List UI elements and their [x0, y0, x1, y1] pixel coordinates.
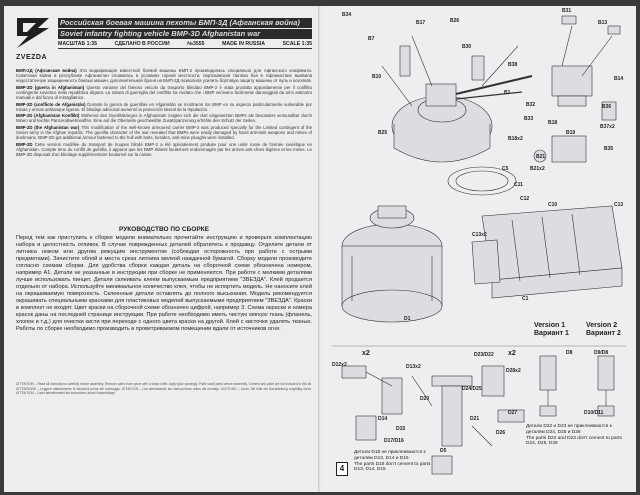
- part-label: B10: [372, 74, 382, 80]
- part-label: C12: [520, 196, 530, 202]
- multiplier-x2: x2: [508, 350, 516, 357]
- part-label: D20: [420, 396, 430, 402]
- instruction-booklet: [4, 6, 636, 492]
- part-label: D12x2: [332, 362, 347, 368]
- part-label: B18x2: [508, 136, 523, 142]
- note-right-ru: Детали D22 и D23 не приклеиваются к деталям D24, D25 и D28: [526, 424, 612, 435]
- history-paragraph: [16, 113, 312, 123]
- history-paragraph: [16, 142, 312, 158]
- turret-detail-parts: [534, 16, 620, 162]
- part-label: D8: [566, 350, 573, 356]
- part-label: D15: [396, 426, 406, 432]
- part-label: C5: [502, 166, 509, 172]
- mounting-parts-left: [342, 366, 432, 440]
- paragraph-body: Cette version modifiée du transport de troupes blindé BMP-2 a été spécialement produite pour une unité russe de l'armée soviétique en Afghanistan. Compte tenu du conflit de guérilla, il apparut que les BMP étaient facilement endommagés par les armes anti-chars légères et les mines. Le BMP-2D disposait d'un blindage supplémentaire boulonné sur la caisse.: [16, 141, 312, 157]
- history-paragraph: [16, 85, 312, 101]
- title-english: Soviet infantry fighting vehicle BMP-3D Afghanistan war: [58, 29, 312, 39]
- paragraph-lead: BMP-2D (conflicto de Afganistán): [16, 101, 86, 107]
- made-ru: СДЕЛАНО В РОССИИ: [114, 41, 170, 47]
- part-label: B38: [508, 62, 518, 68]
- paragraph-lead: БМП-2Д (Афганская война): [16, 68, 77, 73]
- history-paragraph: [16, 125, 312, 141]
- note-left-en: The parts D18 don't cement to parts D13, D14, D15: [354, 461, 431, 473]
- paragraph-body: Durante la guerra de guerrillas en Afganistán se mostraron los BMP en su aspecto particularmente vulnerable por minas y armas antitanque ligeras. El blindaje adicional aumentó la protección lateral de la tripulación.: [16, 101, 312, 112]
- paragraph-body: Эта модификация известной боевой машины БМП-2 производилась специально для Афганского конфликта. Советская война в республике Афганистан сложилась в условиях горной местности, партизанская тактика боя в Афганистане выявила недостаточную защищенность боевых машин, дополнительная броня на БМП-2Д позволила усилить бортовую защиту машины от пуль и осколков.: [16, 68, 312, 84]
- part-label: B31: [562, 8, 572, 14]
- part-label: D9/D8: [594, 350, 609, 356]
- part-label: C11: [514, 182, 523, 188]
- scale-en: SCALE 1:35: [282, 41, 312, 47]
- part-label: D21: [470, 416, 480, 422]
- part-label: B21: [536, 154, 546, 160]
- turret-drawing: [382, 36, 532, 162]
- part-label: B17: [416, 20, 426, 26]
- part-label: D10/D11: [584, 410, 604, 416]
- meta-line: [58, 41, 312, 49]
- part-label: B14: [614, 76, 624, 82]
- part-label: D27: [508, 410, 518, 416]
- version-2-en: Version 2: [586, 322, 618, 329]
- part-label: D26: [496, 430, 506, 436]
- title-russian: Российская боевая машина пехоты БМП-3Д (Афганская война): [58, 18, 312, 28]
- paragraph-lead: BMP-2D (Afghanistan Konflikt): [16, 113, 80, 119]
- paragraph-body: Questo variante del famoso veicolo da trasporto blindato BMP-2 è stata prodotta appositamente per il conflitto contingente sovietico nella repubblica afgana. La natura di guerriglia del conflitto ha rivelato che i BMP venivano facilmente danneggiati da armi anticarro manuali e dal fuoco di mitragliatrice.: [16, 84, 312, 101]
- scale-ru: МАСШТАБ 1:35: [58, 41, 98, 47]
- part-label: C1: [522, 296, 529, 302]
- brand-name: ZVEZDA: [16, 54, 47, 61]
- version-2-label: [586, 322, 621, 338]
- part-label: B35: [604, 146, 614, 152]
- version-1-ru: Вариант 1: [534, 330, 569, 337]
- paragraph-body: Während des Guerillakrieges in Afghanistan zeigten sich die dort eingesetzten BMPs als besonders verwundbar durch Minen und leichte Panzerabwehrwaffen. Eine auf die Oberseite geschweißte Zusatzpanzerung erhöhte den Schutz der Seiten.: [16, 113, 312, 124]
- note-left-ru: Детали D18 не приклеиваются к деталям D13, D14 и D15: [354, 450, 426, 461]
- part-label: D24/D25: [462, 386, 482, 392]
- note-right: [526, 424, 630, 447]
- part-label: B30: [462, 44, 472, 50]
- version-2-ru: Вариант 2: [586, 330, 621, 337]
- ammo-rack-drawing: [472, 206, 622, 298]
- part-label: B1: [504, 90, 511, 96]
- assembly-instructions-ru: Перед тем как приступить к сборке модели внимательно прочитайте инструкцию и проверьте комплектацию набора и целостность отливок. В случае поврежденных деталей обратитесь к продавцу. Отделите детали от литника ножом или другим режущим инструментом (соблюдая осторожность при работе с острыми предметами). Зачистите облой и места среза литника мелкой наждачной бумагой. Сборку модели производите согласно схемам сборки. Для удобства сборки каждая деталь на сборочной схеме обозначена номером, например A1. Детали не указанные в инструкции при сборке не применяются. При работе с мелкими деталями лучше использовать пинцет. Детали склеивать клеем выпускаемым предприятием "ЗВЕЗДА". Клей продается отдельно от набора. Используйте минимальное количество клея, чтобы не испортить модель. Не наносите клей на окрашиваемую поверхность. Склеенные детали оставлять до полного высыхания. Модель рекомендуется окрашивать специальными красками для пластиковых моделей выпускаемыми предприятием "ЗВЕЗДА". Краски в комплект не входят. Цвет краски на сборочной схеме обозначен цифрой, например 3. Схема окраски и номера красок даны на последней странице инструкции. При работе необходимо иметь чистую мягкую ткань (фланель, хлопок и т.д.) для очистки кисти при переходе с одного цвета краски на другой. Клей с кисточки удалять тканью. Работы по сборке необходимо производить в проветриваемом помещении вдали от источников огня.: [16, 235, 312, 332]
- paragraph-lead: BMP-2D (guerra in Afghanistan): [16, 84, 85, 90]
- part-label: B26: [450, 18, 460, 24]
- paragraph-body: This modification of the well-known armoured carrier BMP-2 was produced specially for the Limited contingent of the Soviet army in the Afghan republic. The guerilla character of the war revealed that BMPs were easily damaged by hand anti-tank weapons and mines of dushmans. BMP-2D got additional armour fastened to the hull with bolts, besides, anti-mine ploughs were installed.: [16, 124, 312, 141]
- part-label: B37x2: [600, 124, 615, 130]
- part-label: B32: [526, 102, 536, 108]
- version-1-label: [534, 322, 569, 338]
- right-page: [322, 6, 636, 492]
- history-paragraph: [16, 68, 312, 84]
- part-label: C13: [614, 202, 624, 208]
- part-label: D5: [440, 448, 447, 454]
- made-en: MADE IN RUSSIA: [222, 41, 266, 47]
- version-1-en: Version 1: [534, 322, 566, 329]
- part-label: D17/D16: [384, 438, 404, 444]
- turret-basket-drawing: [342, 206, 442, 322]
- history-paragraph: [16, 102, 312, 112]
- header: [14, 14, 312, 70]
- part-label: B33: [524, 116, 534, 122]
- part-label: C13x2: [472, 232, 487, 238]
- mounting-parts-right: [540, 356, 614, 416]
- left-page: [4, 6, 320, 492]
- paragraph-lead: BMP-2D (the Afghanistan war): [16, 124, 80, 130]
- part-label: B21x2: [530, 166, 545, 172]
- part-label: B7: [368, 36, 375, 42]
- part-label: B34: [342, 12, 352, 18]
- note-left: [354, 450, 440, 473]
- part-label: D23/D22: [474, 352, 494, 358]
- part-label: D28x2: [506, 368, 521, 374]
- assembly-guide-title: РУКОВОДСТВО ПО СБОРКЕ: [119, 226, 209, 233]
- part-label: B18: [548, 120, 558, 126]
- multilingual-fine-print: ATTENTION – Read all instructions carefully before assembly. Remove parts from sprue with a sharp knife. Apply glue sparingly. Paint small parts before assembly. Cement and paint are not included in this kit. ATTENZIONE – Leggere attentamente le istruzioni prima del montaggio. ATENCIÓN – Lea atentamente las instrucciones antes del montaje. ACHTUNG – Lesen Sie bitte die Bauanleitung sorgfältig durch. ATTENTION – Lisez attentivement les instructions avant l'assemblage.: [16, 382, 312, 395]
- part-label: C10: [548, 202, 558, 208]
- page-number: 4: [336, 462, 348, 476]
- paragraph-lead: BMP-2D: [16, 141, 33, 147]
- multiplier-x2: x2: [362, 350, 370, 357]
- zvezda-logo-icon: [14, 14, 52, 54]
- part-label: D1: [404, 316, 411, 322]
- part-label: B25: [378, 130, 388, 136]
- part-label: B13: [598, 20, 608, 26]
- note-right-en: The parts D22 and D23 don't cement to parts D24, D25, D28: [526, 435, 622, 447]
- part-label: D13x2: [406, 364, 421, 370]
- part-label: B36: [602, 104, 612, 110]
- part-label: D14: [378, 416, 388, 422]
- kit-number: №3555: [187, 41, 205, 47]
- part-label: B19: [566, 130, 576, 136]
- history-text: [16, 68, 312, 158]
